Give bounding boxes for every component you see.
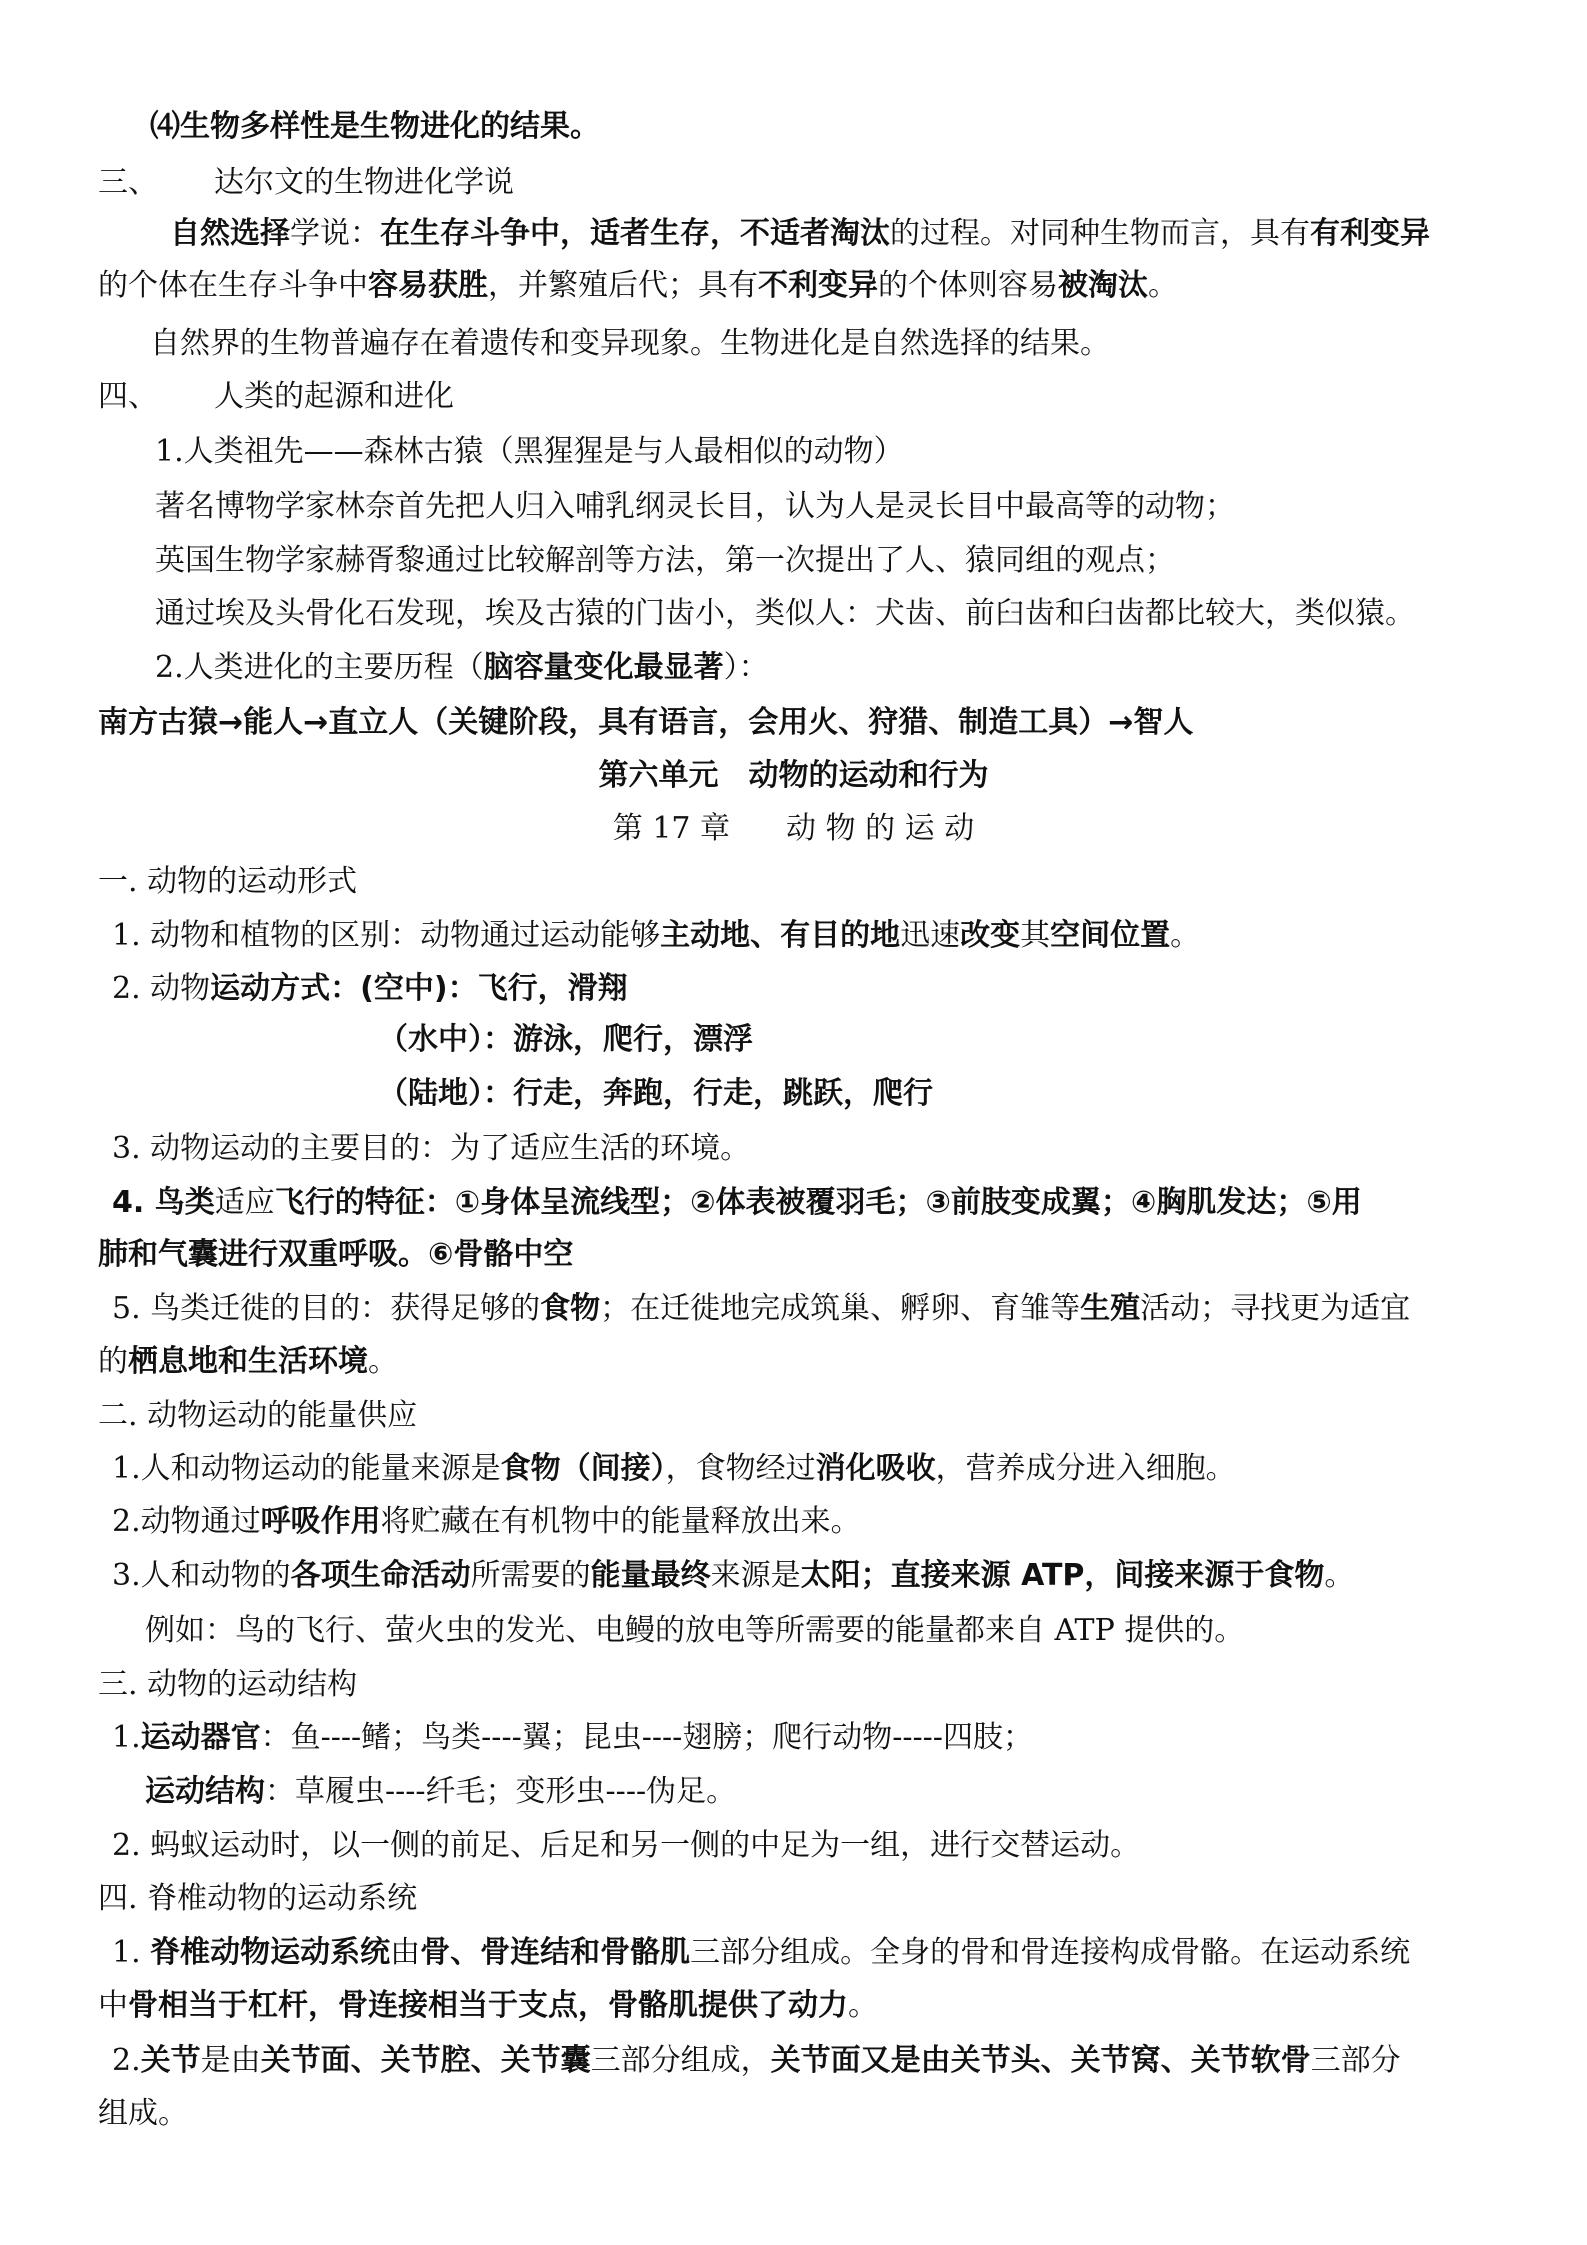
joint-structure-line1 [112, 2041, 1401, 2081]
text-bold: （陆地）：行走，奔跑，行走，跳跃，爬行 [378, 1076, 933, 1111]
energy-example [145, 1611, 1244, 1651]
text-bold: 运动方式：(空中)：飞行，滑翔 [210, 971, 628, 1006]
text-bold: 肺和气囊进行双重呼吸。⑥骨骼中空 [98, 1237, 574, 1272]
text: ）： [723, 650, 769, 685]
text: 分 [1370, 2043, 1401, 2078]
text: 中 [98, 1988, 128, 2023]
text: 通过埃及头骨化石发现，埃及古猿的门齿小，类似人：犬齿、前臼齿和臼齿都比较大，类似猿。 [155, 596, 1415, 631]
text: 2. 动物 [112, 971, 211, 1006]
text: 其 [1020, 918, 1051, 953]
text: 著名博物学家林奈首先把人归入哺乳纲灵长目，认为人是灵长目中最高等的动物； [155, 489, 1235, 524]
energy-point-1 [112, 1449, 1236, 1489]
text-bold: 有利变异 [1310, 216, 1430, 251]
text: 由 [390, 1935, 421, 1970]
term-natural-selection: 自然选择 [170, 216, 290, 251]
text: 二. 动物运动的能量供应 [98, 1398, 418, 1433]
text: 英国生物学家赫胥黎通过比较解剖等方法，第一次提出了人、猿同组的观点； [155, 543, 1175, 578]
natural-selection-para-line1 [170, 214, 1430, 254]
text: 的 [98, 1344, 128, 1379]
text-bold: （水中）：游泳，爬行，漂浮 [378, 1022, 753, 1057]
text: 活动；寻找更为适宜 [1140, 1291, 1411, 1326]
text: 三部分组成。全身的骨和骨连接构成骨骼。在运动系统 [690, 1935, 1411, 1970]
text: 迅速 [900, 918, 961, 953]
text: 的个体则容易 [878, 268, 1058, 303]
text: 1. [112, 1935, 151, 1970]
text-bold: 消化吸收 [815, 1451, 936, 1486]
text-bold: 脑容量变化最显著 [483, 650, 724, 685]
text-bold: 不利变异 [758, 268, 878, 303]
text-bold: 飞行的特征：①身体呈流线型；②体表被覆羽毛；③前肢变成翼；④胸肌发达；⑤用 [274, 1185, 1362, 1220]
text-bold: 南方古猿→能人→直立人（关键阶段，具有语言，会用火、狩猎、制造工具）→智人 [98, 705, 1194, 740]
point-4-biodiversity [150, 107, 600, 147]
point-4-bird-flight [112, 1183, 1362, 1223]
text: 适应 [214, 1185, 275, 1220]
human-ancestor [155, 432, 904, 472]
text: 将贮藏在有机物中的能量释放出来。 [380, 1504, 861, 1539]
text-bold: 生殖 [1080, 1291, 1141, 1326]
text: 。 [848, 1988, 878, 2023]
unit-title [0, 756, 1587, 796]
text-bold: 运动结构 [145, 1774, 265, 1809]
movement-modes-water [378, 1020, 753, 1060]
text-bold: 关节面又是由关节头、关节窝、关节软骨 [770, 2043, 1311, 2078]
text: 1. [112, 1720, 141, 1755]
text: 的过程。对同种生物而言，具有 [890, 216, 1310, 251]
movement-structures [145, 1772, 736, 1812]
natural-selection-para-line2 [98, 266, 1178, 306]
text: ，营养成分进入细胞。 [935, 1451, 1236, 1486]
text: 5. 鸟类迁徙的目的：获得足够的 [112, 1291, 541, 1326]
text: 1.人和动物运动的能量来源是 [112, 1451, 501, 1486]
text: 2. [112, 2043, 141, 2078]
text: 2. 蚂蚁运动时，以一侧的前足、后足和另一侧的中足为一组，进行交替运动。 [112, 1828, 1141, 1863]
text-bold: 脊椎动物运动系统 [150, 1935, 391, 1970]
text-bold: 空间位置 [1050, 918, 1171, 953]
text: ，并繁殖后代；具有 [488, 268, 758, 303]
point-2-movement-modes-air [112, 969, 628, 1009]
point-5-migration-cont [98, 1342, 398, 1382]
unit-heading: 第六单元 动物的运动和行为 [598, 758, 989, 793]
chapter-number: 第 17 章 [612, 811, 731, 846]
text: 三. 动物的运动结构 [98, 1667, 358, 1702]
text: ；在迁徙地完成筑巢、孵卵、育雏等 [600, 1291, 1081, 1326]
joint-structure-line2 [98, 2094, 188, 2134]
text-bold: 容易获胜 [368, 268, 488, 303]
text: 2.人类进化的主要历程（ [155, 650, 484, 685]
movement-modes-land [378, 1074, 933, 1114]
evolution-process-heading [155, 648, 769, 688]
heading-movement-forms [98, 862, 357, 902]
energy-point-3 [112, 1556, 1354, 1596]
text-bold: 改变 [960, 918, 1021, 953]
egypt-fossil-note [155, 594, 1415, 634]
heading-energy-supply [98, 1396, 417, 1436]
text: 1.人类祖先——森林古猿（黑猩猩是与人最相似的动物） [155, 434, 904, 469]
text: ：鱼----鳍；鸟类----翼；昆虫----翅膀；爬行动物-----四肢； [260, 1720, 1033, 1755]
text-bold: 食物 [540, 1291, 601, 1326]
text-bold: 4. 鸟类 [112, 1185, 215, 1220]
text: 。 [1148, 268, 1178, 303]
text: 。 [368, 1344, 398, 1379]
text-bold: 运动器官 [140, 1720, 261, 1755]
vertebrate-system-line2 [98, 1986, 878, 2026]
section-number: 四、 [98, 379, 158, 414]
text-bold: 主动地、有目的地 [660, 918, 901, 953]
ant-movement [112, 1826, 1140, 1866]
text: 。 [1324, 1558, 1355, 1593]
text-bold: 太阳；直接来源 ATP，间接来源于食物 [800, 1558, 1325, 1593]
text-bold: 食物（间接） [500, 1451, 666, 1486]
heading-vertebrate-system [98, 1879, 417, 1919]
text-bold: 各项生命活动 [290, 1558, 471, 1593]
point-4-bird-flight-cont [98, 1235, 573, 1275]
section-number: 三、 [98, 165, 158, 200]
text: 组成。 [98, 2096, 188, 2131]
text-bold: 在生存斗争中，适者生存，不适者淘汰 [380, 216, 890, 251]
text-bold: 关节 [140, 2043, 201, 2078]
text: 四. 脊椎动物的运动系统 [98, 1881, 418, 1916]
text: ，食物经过 [665, 1451, 816, 1486]
text-bold: 被淘汰 [1058, 268, 1148, 303]
text-bold: 骨相当于杠杆，骨连接相当于支点，骨骼肌提供了动力 [128, 1988, 848, 2023]
text: 1. 动物和植物的区别：动物通过运动能够 [112, 918, 661, 953]
movement-organs [112, 1718, 1033, 1758]
variation-statement [150, 324, 1110, 364]
point-3-purpose [112, 1129, 750, 1169]
text: 的个体在生存斗争中 [98, 268, 368, 303]
text-bold: 骨、骨连结和骨骼肌 [420, 1935, 691, 1970]
text: 一. 动物的运动形式 [98, 864, 358, 899]
point-1-difference [112, 916, 1200, 956]
text: 来源是 [710, 1558, 801, 1593]
text: 。 [1170, 918, 1201, 953]
text: 3.人和动物的 [112, 1558, 291, 1593]
chapter-name: 动 物 的 运 动 [786, 811, 975, 846]
text-bold: 关节面、关节腔、关节囊 [260, 2043, 591, 2078]
text-bold: 呼吸作用 [260, 1504, 381, 1539]
text: 学说： [290, 216, 380, 251]
evolution-sequence [98, 703, 1193, 743]
vertebrate-system-line1 [112, 1933, 1410, 1973]
text: ：草履虫----纤毛；变形虫----伪足。 [265, 1774, 737, 1809]
text: 所需要的 [470, 1558, 591, 1593]
text: 例如：鸟的飞行、萤火虫的发光、电鳗的放电等所需要的能量都来自 ATP 提供的。 [145, 1613, 1245, 1648]
energy-point-2 [112, 1502, 861, 1542]
huxley-note [155, 541, 1175, 581]
text: 三部 [1310, 2043, 1371, 2078]
text: 三部分组成， [590, 2043, 771, 2078]
heading-movement-structures [98, 1665, 357, 1705]
text-bold: ⑷生物多样性是生物进化的结果。 [150, 109, 600, 144]
text: 2.动物通过 [112, 1504, 261, 1539]
text-bold: 能量最终 [590, 1558, 711, 1593]
section-title: 人类的起源和进化 [214, 379, 454, 414]
point-5-migration [112, 1289, 1410, 1329]
text: 是由 [200, 2043, 261, 2078]
section-heading-darwin [98, 163, 514, 203]
linnaeus-note [155, 487, 1235, 527]
text-bold: 栖息地和生活环境 [128, 1344, 368, 1379]
section-title: 达尔文的生物进化学说 [214, 165, 514, 200]
section-heading-human-origin [98, 377, 454, 417]
text: 3. 动物运动的主要目的：为了适应生活的环境。 [112, 1131, 751, 1166]
chapter-title [0, 809, 1587, 849]
text: 自然界的生物普遍存在着遗传和变异现象。生物进化是自然选择的结果。 [150, 326, 1110, 361]
